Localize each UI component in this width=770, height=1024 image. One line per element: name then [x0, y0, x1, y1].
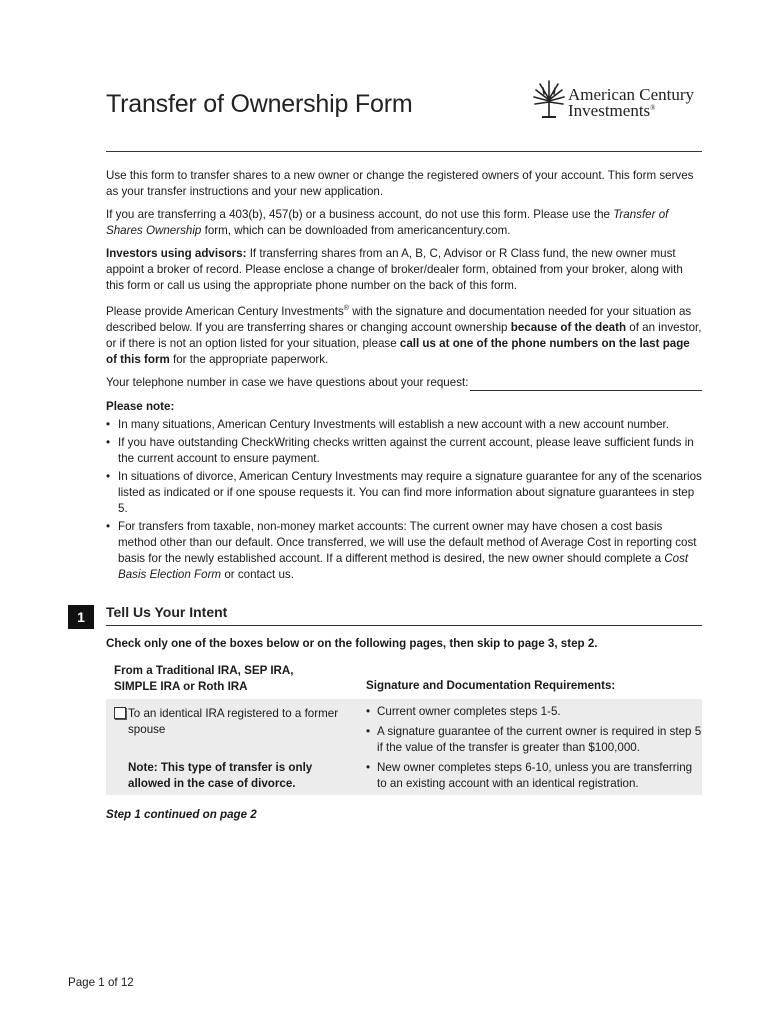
- note-item: • For transfers from taxable, non-money market accounts: The current owner may have chosen a cost basis method other than our default. Once transferred, we will use the default method of Average Cost in reporting cost basis for the newly established account. If a different method is desired, the new owner should complete a Cost Basis Election Form or contact us.: [106, 519, 702, 583]
- transfer-option-note: Note: This type of transfer is only allowed in the case of divorce.: [128, 761, 313, 790]
- step-divider: [106, 625, 702, 626]
- logo-text-line1: American Century: [568, 85, 695, 104]
- intro-section: [106, 168, 702, 585]
- page-title: Transfer of Ownership Form: [106, 90, 413, 118]
- requirement-item: • Current owner completes steps 1-5.: [366, 704, 702, 720]
- requirements-list: [366, 704, 702, 796]
- phone-number-row: [106, 375, 702, 391]
- tree-logo-icon: [532, 80, 566, 120]
- note-item: • In many situations, American Century Investments will establish a new account with a new account number.: [106, 417, 702, 433]
- intro-paragraph-1: Use this form to transfer shares to a new owner or change the registered owners of your account. This form serves as your transfer instructions and your new application.: [106, 169, 694, 198]
- continued-note: Step 1 continued on page 2: [106, 808, 257, 821]
- requirement-item: • A signature guarantee of the current owner is required in step 5 if the value of the transfer is greater than $100,000.: [366, 724, 702, 756]
- page-number: Page 1 of 12: [68, 976, 134, 989]
- requirements-heading: Signature and Documentation Requirements:: [366, 679, 616, 692]
- notes-list: [106, 417, 702, 583]
- transfer-option: [114, 706, 344, 738]
- requirement-item: • New owner completes steps 6-10, unless you are transferring to an existing account with an identical registration.: [366, 760, 702, 792]
- header-divider: [106, 151, 702, 152]
- note-item: • In situations of divorce, American Century Investments may require a signature guarantee for any of the scenarios listed as indicated or if one spouse requests it. You can find more information about signature guarantees in step 5.: [106, 469, 702, 517]
- note-item: • If you have outstanding CheckWriting checks written against the current account, please leave sufficient funds in the current account to ensure payment.: [106, 435, 702, 467]
- intro-paragraph-2: If you are transferring a 403(b), 457(b) or a business account, do not use this form. Please use the Transfer of Shares Ownership form, which can be downloaded from americancentury.com.: [106, 208, 669, 237]
- transfer-option-label: To an identical IRA registered to a former spouse: [128, 707, 339, 736]
- step-instruction: Check only one of the boxes below or on the following pages, then skip to page 3, step 2.: [106, 637, 598, 650]
- step-number-badge: 1: [68, 605, 94, 629]
- step-title: Tell Us Your Intent: [106, 604, 228, 620]
- phone-number-field[interactable]: [470, 378, 702, 391]
- company-logo: [532, 80, 707, 120]
- notes-heading: Please note:: [106, 399, 175, 413]
- former-spouse-checkbox[interactable]: [114, 707, 126, 719]
- intro-paragraph-4: Please provide American Century Investments® with the signature and documentation needed for your situation as described below. If you are transferring shares or changing account ownership because of the death of an investor, or if there is not an option listed for your situation, please call us at one of the phone numbers on the last page of this form for the appropriate paperwork.: [106, 304, 702, 366]
- logo-text-line2: Investments®: [568, 101, 656, 120]
- phone-number-label: Your telephone number in case we have questions about your request:: [106, 375, 469, 389]
- account-type-heading: From a Traditional IRA, SEP IRA, SIMPLE IRA or Roth IRA: [114, 664, 294, 693]
- intro-paragraph-3: Investors using advisors: If transferring shares from an A, B, C, Advisor or R Class fund, the new owner must appoint a broker of record. Please enclose a change of broker/dealer form, obtained from your broker, along with this form or call us using the appropriate phone number on the back of this form.: [106, 247, 683, 292]
